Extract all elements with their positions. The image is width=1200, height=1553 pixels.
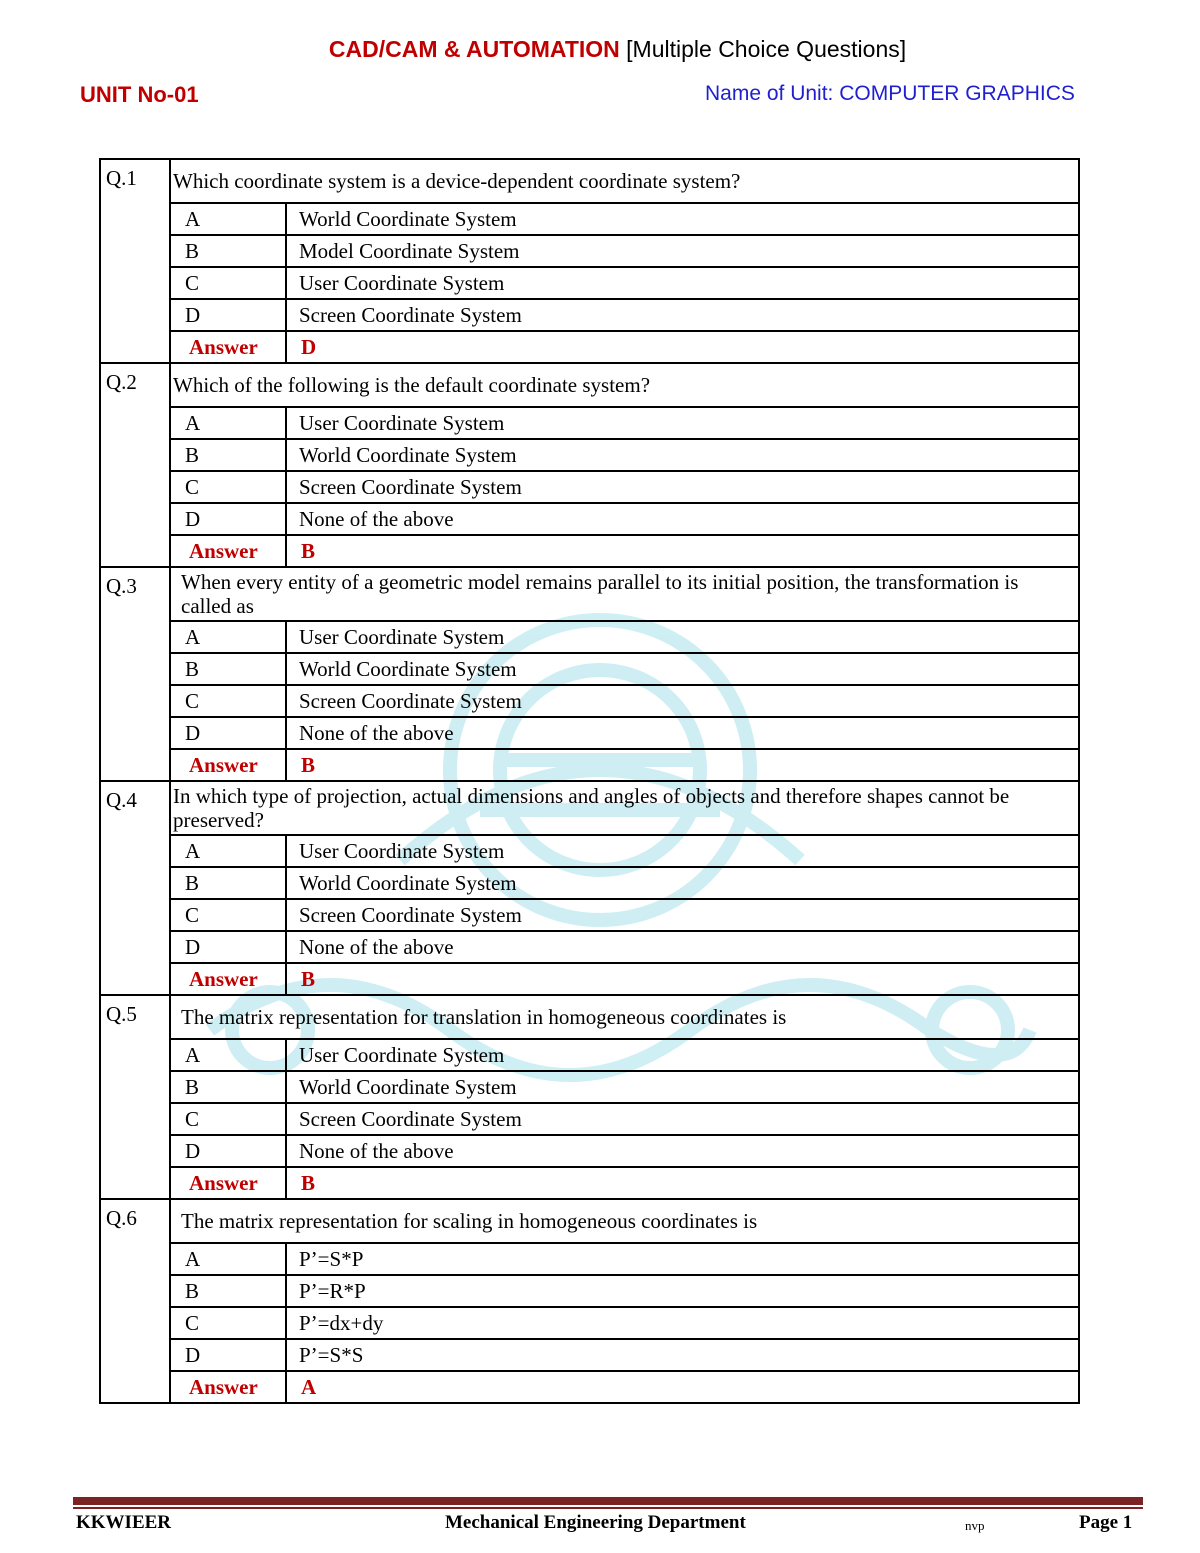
option-row xyxy=(100,407,1079,439)
option-row xyxy=(100,867,1079,899)
option-text: World Coordinate System xyxy=(286,1071,1079,1103)
footer-department: Mechanical Engineering Department xyxy=(445,1512,746,1533)
answer-row xyxy=(100,535,1079,567)
question-row xyxy=(100,781,1079,835)
option-text: User Coordinate System xyxy=(286,835,1079,867)
option-key: D xyxy=(170,931,286,963)
option-row xyxy=(100,1275,1079,1307)
answer-row xyxy=(100,331,1079,363)
option-row xyxy=(100,1243,1079,1275)
option-row xyxy=(100,835,1079,867)
option-row xyxy=(100,1103,1079,1135)
footer-rule-thin xyxy=(73,1507,1143,1509)
answer-label: Answer xyxy=(170,535,286,567)
option-key: A xyxy=(170,203,286,235)
question-number: Q.3 xyxy=(100,567,170,781)
question-number: Q.6 xyxy=(100,1199,170,1403)
question-number: Q.1 xyxy=(100,159,170,363)
option-row xyxy=(100,1039,1079,1071)
option-key: C xyxy=(170,1307,286,1339)
option-key: C xyxy=(170,471,286,503)
option-text: Screen Coordinate System xyxy=(286,685,1079,717)
option-text: P’=S*P xyxy=(286,1243,1079,1275)
option-text: None of the above xyxy=(286,503,1079,535)
option-key: C xyxy=(170,1103,286,1135)
option-key: D xyxy=(170,717,286,749)
option-row xyxy=(100,267,1079,299)
option-text: None of the above xyxy=(286,931,1079,963)
question-text: The matrix representation for scaling in homogeneous coordinates is xyxy=(170,1199,1079,1243)
option-key: A xyxy=(170,1039,286,1071)
answer-value: B xyxy=(286,535,1079,567)
option-row xyxy=(100,621,1079,653)
answer-value: A xyxy=(286,1371,1079,1403)
answer-row xyxy=(100,749,1079,781)
option-text: Model Coordinate System xyxy=(286,235,1079,267)
option-text: World Coordinate System xyxy=(286,439,1079,471)
option-text: World Coordinate System xyxy=(286,653,1079,685)
option-key: D xyxy=(170,503,286,535)
document-title xyxy=(0,36,1200,63)
option-key: B xyxy=(170,1071,286,1103)
option-text: World Coordinate System xyxy=(286,203,1079,235)
answer-value: B xyxy=(286,749,1079,781)
option-row xyxy=(100,439,1079,471)
option-row xyxy=(100,299,1079,331)
answer-label: Answer xyxy=(170,963,286,995)
option-key: B xyxy=(170,653,286,685)
answer-label: Answer xyxy=(170,749,286,781)
option-key: A xyxy=(170,407,286,439)
answer-label: Answer xyxy=(170,1167,286,1199)
question-text: Which of the following is the default coordinate system? xyxy=(170,363,1079,407)
footer-institute: KKWIEER xyxy=(76,1512,172,1533)
option-row xyxy=(100,1307,1079,1339)
option-row xyxy=(100,1339,1079,1371)
question-row xyxy=(100,995,1079,1039)
option-text: Screen Coordinate System xyxy=(286,471,1079,503)
answer-row xyxy=(100,1167,1079,1199)
answer-value: B xyxy=(286,963,1079,995)
question-number: Q.5 xyxy=(100,995,170,1199)
footer-page-number: Page 1 xyxy=(1079,1512,1133,1533)
question-row xyxy=(100,567,1079,621)
option-text: Screen Coordinate System xyxy=(286,899,1079,931)
question-row xyxy=(100,1199,1079,1243)
option-key: D xyxy=(170,1135,286,1167)
question-number: Q.2 xyxy=(100,363,170,567)
unit-name: Name of Unit: COMPUTER GRAPHICS xyxy=(705,82,1075,105)
option-row xyxy=(100,471,1079,503)
option-text: None of the above xyxy=(286,717,1079,749)
question-text: Which coordinate system is a device-dependent coordinate system? xyxy=(170,159,1079,203)
title-type: [Multiple Choice Questions] xyxy=(626,36,907,62)
option-text: User Coordinate System xyxy=(286,407,1079,439)
answer-label: Answer xyxy=(170,331,286,363)
mcq-table xyxy=(99,158,1080,1404)
option-row xyxy=(100,203,1079,235)
option-row xyxy=(100,1071,1079,1103)
option-text: User Coordinate System xyxy=(286,1039,1079,1071)
option-row xyxy=(100,931,1079,963)
option-text: None of the above xyxy=(286,1135,1079,1167)
option-row xyxy=(100,503,1079,535)
option-key: B xyxy=(170,1275,286,1307)
option-text: User Coordinate System xyxy=(286,267,1079,299)
option-key: D xyxy=(170,299,286,331)
option-key: B xyxy=(170,867,286,899)
option-text: Screen Coordinate System xyxy=(286,1103,1079,1135)
option-key: B xyxy=(170,439,286,471)
question-text: When every entity of a geometric model remains parallel to its initial position, the transformation is called as xyxy=(170,567,1079,621)
answer-row xyxy=(100,1371,1079,1403)
option-key: D xyxy=(170,1339,286,1371)
question-number: Q.4 xyxy=(100,781,170,995)
option-key: B xyxy=(170,235,286,267)
option-text: P’=R*P xyxy=(286,1275,1079,1307)
option-row xyxy=(100,685,1079,717)
question-text: In which type of projection, actual dimensions and angles of objects and therefore shapes cannot be preserved? xyxy=(170,781,1079,835)
option-key: C xyxy=(170,899,286,931)
option-row xyxy=(100,717,1079,749)
option-key: A xyxy=(170,835,286,867)
answer-value: D xyxy=(286,331,1079,363)
option-text: User Coordinate System xyxy=(286,621,1079,653)
footer-rule xyxy=(73,1497,1143,1505)
option-text: World Coordinate System xyxy=(286,867,1079,899)
option-text: P’=dx+dy xyxy=(286,1307,1079,1339)
option-row xyxy=(100,653,1079,685)
option-text: P’=S*S xyxy=(286,1339,1079,1371)
option-text: Screen Coordinate System xyxy=(286,299,1079,331)
option-row xyxy=(100,899,1079,931)
option-key: A xyxy=(170,1243,286,1275)
question-text: The matrix representation for translation in homogeneous coordinates is xyxy=(170,995,1079,1039)
title-course: CAD/CAM & AUTOMATION xyxy=(328,36,620,62)
footer-initials: nvp xyxy=(965,1518,985,1533)
option-key: A xyxy=(170,621,286,653)
answer-row xyxy=(100,963,1079,995)
unit-number: UNIT No-01 xyxy=(80,82,199,107)
question-row xyxy=(100,363,1079,407)
question-row xyxy=(100,159,1079,203)
option-key: C xyxy=(170,685,286,717)
answer-value: B xyxy=(286,1167,1079,1199)
option-row xyxy=(100,235,1079,267)
answer-label: Answer xyxy=(170,1371,286,1403)
option-row xyxy=(100,1135,1079,1167)
option-key: C xyxy=(170,267,286,299)
